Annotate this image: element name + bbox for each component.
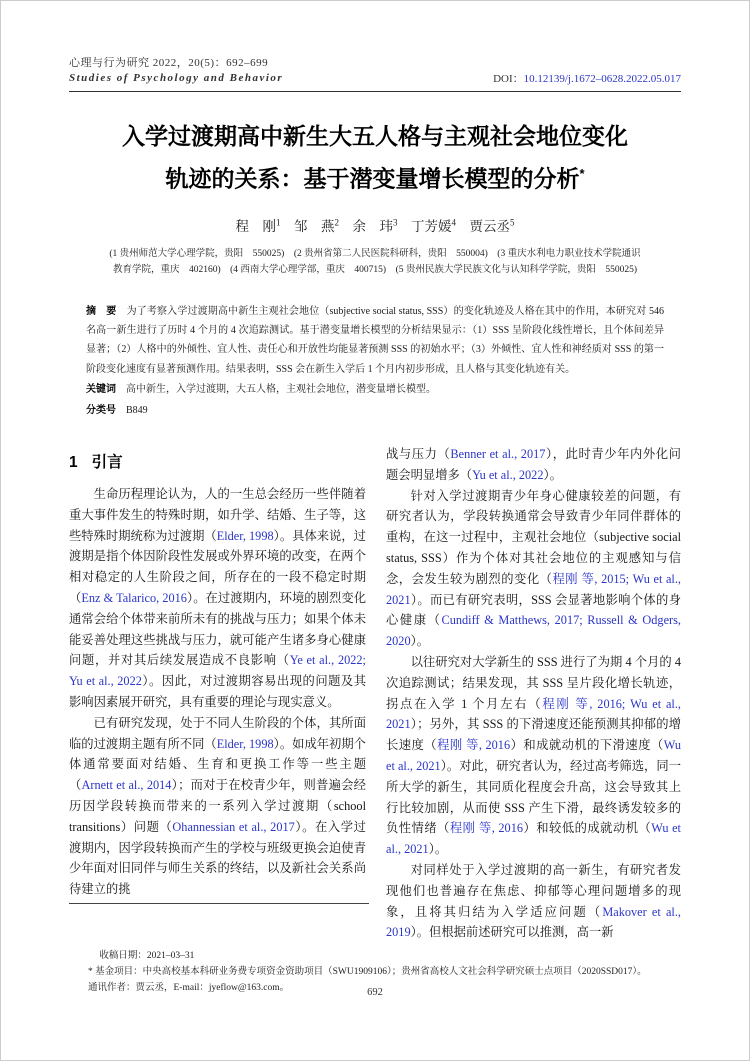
text-run: ）。而已有研究表明，SSS 会显著地影响个体的身心健康（ xyxy=(386,592,681,628)
paragraph xyxy=(69,713,366,900)
section-number: 1 xyxy=(69,454,78,472)
text-run: 已有研究发现，处于不同人生阶段的个体，其所面临的过渡期主题有所不同（ xyxy=(69,715,366,751)
text-run: ）。 xyxy=(410,634,430,649)
abstract-text: 为了考察入学过渡期高中新生主观社会地位（subjective social status, SSS）的变化轨迹及人格在其中的作用，本研究对 546 名高一新生进行了历时 4 个月的 4 次追踪测试。基于潜变量增长模型的分析结果显示：（1）SSS 呈阶段化线性增长，且个体间差异显著；（2）人格中的外倾性、宜人性、责任心和开放性均能显著预测 SSS 的初始水平；（3）外倾性、宜人性和神经质对 SSS 的第一阶段变化速度有显著预测作用。结果表明，SSS 会在新生入学后 1 个月内初步形成，且人格与其变化轨迹有关。 xyxy=(86,305,665,375)
abstract-block xyxy=(86,302,664,420)
citation-link[interactable]: Yu et al., 2022 xyxy=(472,467,544,482)
footnote-corresponding-author: 通讯作者：贾云丞，E-mail：jyeflow@163.com。 xyxy=(88,983,290,994)
text-run: ）。 xyxy=(428,842,448,857)
text-run: 邹 燕 xyxy=(280,218,335,234)
abstract-label: 摘 要 xyxy=(86,305,117,317)
superscript: 4 xyxy=(451,217,456,228)
section-heading-introduction xyxy=(69,450,366,472)
citation-link[interactable]: Enz & Talarico, 2016 xyxy=(81,591,187,606)
footnote-received-date: 收稿日期：2021–03–31 xyxy=(99,951,195,962)
paragraph xyxy=(386,860,681,943)
citation-link[interactable]: Cundiff & Matthews, 2017; Russell & Odgers, 2020 xyxy=(386,613,681,649)
citation-link[interactable]: 程刚 等, 2016 xyxy=(437,738,511,753)
doi-line xyxy=(493,70,681,86)
text-run: ）。但根据前述研究可以推测，高一新 xyxy=(410,925,614,940)
citation-link[interactable]: Arnett et al., 2014 xyxy=(81,778,172,793)
citation-link[interactable]: Elder, 1998 xyxy=(216,528,274,543)
paragraph xyxy=(386,486,681,652)
text-run: ）。在过渡期内，环境的剧烈变化通常会给个体带来前所未有的挑战与压力；如果个体未能妥善处理这些挑战与压力，就可能产生诸多身心健康问题，并对其后续发展造成不良影响（ xyxy=(69,591,366,668)
text-run: ），此时青少年内外化问题会明显增多（ xyxy=(386,447,681,482)
text-run: ）和较低的成就动机（ xyxy=(523,821,652,836)
text-run: 贾云丞 xyxy=(456,218,510,234)
author-list xyxy=(69,215,681,235)
superscript: * xyxy=(579,166,585,181)
superscript: 3 xyxy=(393,217,398,228)
classification-line xyxy=(86,401,664,420)
text-run: 针对入学过渡期青少年身心健康较差的问题，有研究者认为，学段转换通常会导致青少年同伴群体的重构，在这一过程中，主观社会地位（subjective social status, SSS）作为个体对其社会地位的主观感知与信念，会发生较为剧烈的变化（ xyxy=(386,488,681,586)
citation-link[interactable]: 程刚 等, 2015; Wu et al., 2021 xyxy=(386,571,681,607)
keywords-line xyxy=(86,380,664,399)
citation-link[interactable]: Wu et al., 2021 xyxy=(386,821,681,857)
footnote-divider xyxy=(69,903,369,904)
citation-link[interactable]: Benner et al., 2017 xyxy=(450,447,546,462)
right-column xyxy=(386,444,681,943)
text-run: ）。因此，对过渡期容易出现的问题及其影响因素展开研究，具有重要的理论与现实意义。 xyxy=(69,674,366,710)
superscript: 5 xyxy=(510,217,515,228)
classification-text: B849 xyxy=(116,404,148,416)
journal-name-en: Studies of Psychology and Behavior xyxy=(69,72,284,84)
paragraph xyxy=(69,484,366,713)
footnote-funding: * 基金项目：中央高校基本科研业务费专项资金资助项目（SWU1909106）；贵州省高校人文社会科学研究硕士点项目（2020SSD017）。 xyxy=(88,967,647,978)
text-run: 轨迹的关系：基于潜变量增长模型的分析 xyxy=(165,165,580,192)
text-run: ）；另外，其 SSS 的下滑速度还能预测其抑郁的增长速度（ xyxy=(386,717,681,753)
doi-link[interactable]: 10.12139/j.1672–0628.2022.05.017 xyxy=(523,73,681,85)
keywords-text: 高中新生，入学过渡期，大五人格，主观社会地位，潜变量增长模型。 xyxy=(116,384,436,396)
affiliations xyxy=(69,246,681,278)
text-run: 生命历程理论认为，人的一生总会经历一些伴随着重大事件发生的特殊时期，如升学、结婚、生子等，这些特殊时期统称为过渡期（ xyxy=(69,487,366,543)
citation-link[interactable]: Ohannessian et al., 2017 xyxy=(172,819,295,834)
keywords-label: 关键词 xyxy=(86,384,116,396)
text-run: ）。具体来说，过渡期是指个体因阶段性发展或外界环境的改变，在两个相对稳定的人生阶段之间，所存在的一段不稳定时期（ xyxy=(69,528,366,606)
paragraph xyxy=(386,652,681,860)
article-title-line1: 入学过渡期高中新生大五人格与主观社会地位变化 xyxy=(122,123,628,149)
text-run: 战与压力（ xyxy=(386,447,451,462)
text-run: 余 玮 xyxy=(339,218,393,234)
journal-header xyxy=(69,56,681,92)
citation-link[interactable]: 程刚 等, 2016 xyxy=(449,821,524,836)
text-run: ）；而对于在校青少年，则普遍会经历因学段转换而带来的一系列入学过渡期（school transitions）问题（ xyxy=(69,778,366,834)
journal-name-cn: 心理与行为研究 2022，20(5)：692–699 xyxy=(69,57,269,69)
journal-info xyxy=(69,56,283,86)
paragraph-continuation xyxy=(386,444,681,486)
citation-link[interactable]: Wu et al., 2021 xyxy=(386,738,681,774)
superscript: 2 xyxy=(334,217,339,228)
article-title-line2 xyxy=(69,155,681,198)
citation-link[interactable]: 程刚 等, 2016; Wu et al., 2021 xyxy=(386,696,681,732)
superscript: 1 xyxy=(276,217,281,228)
affiliation-line: 教育学院，重庆 402160) (4 西南大学心理学部，重庆 400715) (5 贵州民族大学民族文化与认知科学学院，贵阳 550025) xyxy=(112,264,638,275)
doi-label: DOI： xyxy=(493,73,524,85)
citation-link[interactable]: Elder, 1998 xyxy=(216,736,274,751)
classification-label: 分类号 xyxy=(86,404,116,416)
citation-link[interactable]: Makover et al., 2019 xyxy=(386,904,681,940)
left-column xyxy=(69,444,366,943)
article-title xyxy=(69,118,681,198)
section-title: 引言 xyxy=(91,454,123,472)
affiliation-line: (1 贵州师范大学心理学院，贵阳 550025) (2 贵州省第二人民医院科研科，贵阳 550004) (3 重庆水利电力职业技术学院通识 xyxy=(109,248,641,259)
text-run: 丁芳媛 xyxy=(397,218,452,234)
page-number: 692 xyxy=(367,987,383,998)
text-run: 程 刚 xyxy=(235,218,276,234)
text-run: ）。在入学过渡期内，因学段转换而产生的学校与班级更换会迫使青少年面对旧同伴与师生关系的终结，以及新社会关系尚待建立的挑 xyxy=(69,819,366,897)
text-run: ）。 xyxy=(543,467,562,482)
citation-link[interactable]: Ye et al., 2022; Yu et al., 2022 xyxy=(69,653,366,689)
text-run: 对同样处于入学过渡期的高一新生，有研究者发现他们也普遍存在焦虑、抑郁等心理问题增多的现象，且将其归结为入学适应问题（ xyxy=(386,863,681,919)
abstract-paragraph xyxy=(86,302,664,380)
text-run: ）。对此，研究者认为，经过高考筛选，同一所大学的新生，其同质化程度会升高，这会导致其上行比较加剧，从而使 SSS 产生下滑，最终诱发较多的负性情绪（ xyxy=(386,759,682,836)
text-run: 以往研究对大学新生的 SSS 进行了为期 4 个月的 4 次追踪测试；结果发现，其 SSS 呈片段化增长轨迹，拐点在入学 1 个月左右（ xyxy=(386,655,681,711)
body-columns xyxy=(69,444,681,943)
text-run: ）。如成年初期个体通常要面对结婚、生育和更换工作等一些主题（ xyxy=(69,736,366,793)
text-run: ）和成就动机的下滑速度（ xyxy=(510,738,664,753)
